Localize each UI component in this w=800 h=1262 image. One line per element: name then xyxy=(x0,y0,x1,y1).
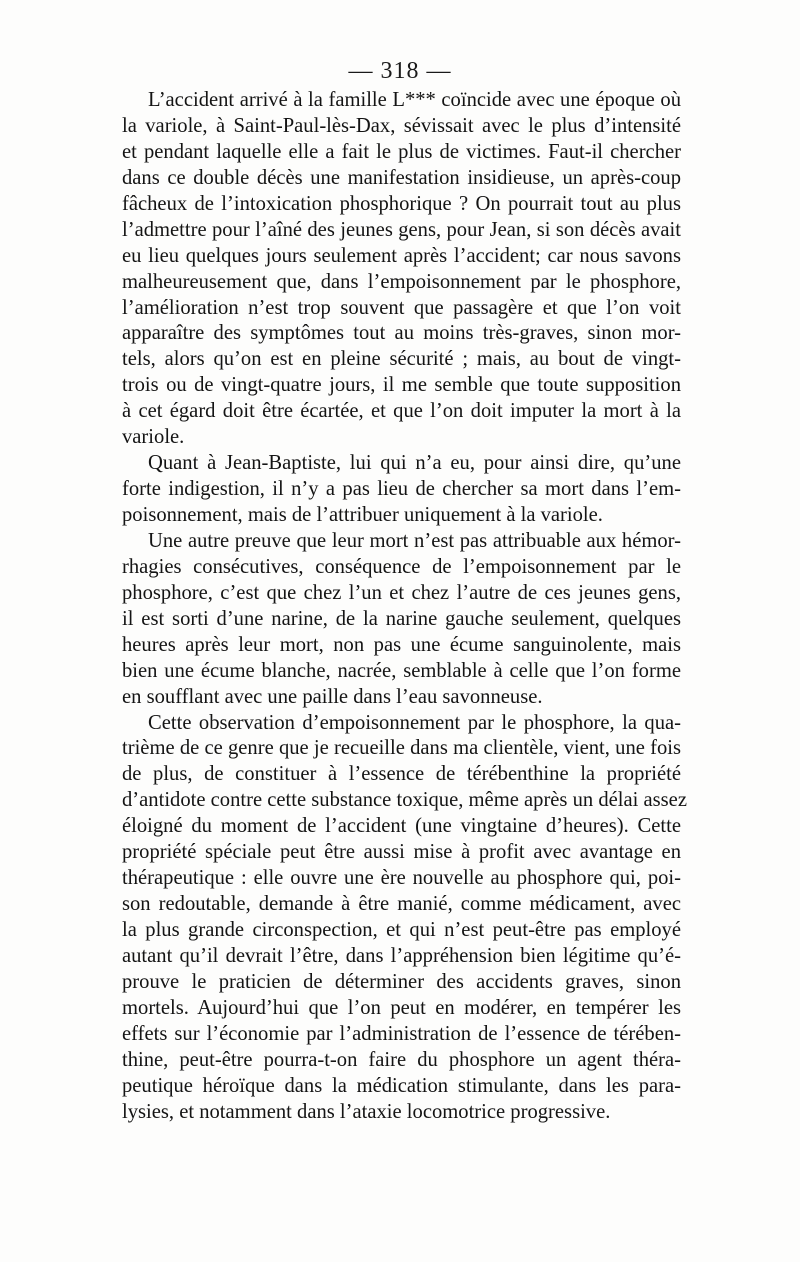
text-line: d’antidote contre cette substance toxique, même après un délai assez xyxy=(122,789,687,812)
text-line: la plus grande circonspection, et qui n’est peut-être pas employé xyxy=(122,919,681,941)
text-line: tels, alors qu’on est en pleine sécurité ; mais, au bout de vingt- xyxy=(122,348,681,371)
text-line: trois ou de vingt-quatre jours, il me semble que toute supposition xyxy=(122,374,681,397)
text-line: fâcheux de l’intoxication phosphorique ? On pourrait tout au plus xyxy=(122,192,681,215)
text-line: malheureusement que, dans l’empoisonnement par le phosphore, xyxy=(122,270,681,293)
text-line: thine, peut-être pourra-t-on faire du phosphore un agent théra- xyxy=(122,1048,681,1071)
text-line: à cet égard doit être écartée, et que l’on doit imputer la mort à la xyxy=(122,400,681,423)
text-line: thérapeutique : elle ouvre une ère nouvelle au phosphore qui, poi- xyxy=(122,867,681,890)
text-line: son redoutable, demande à être manié, comme médicament, avec xyxy=(122,893,681,916)
text-line: l’amélioration n’est trop souvent que passagère et que l’on voit xyxy=(122,296,681,319)
text-line: poisonnement, mais de l’attribuer uniquement à la variole. xyxy=(122,504,603,526)
text-line: apparaître des symptômes tout au moins très-graves, sinon mor- xyxy=(122,322,681,345)
text-line: prouve le praticien de déterminer des accidents graves, sinon xyxy=(122,970,681,993)
paragraph xyxy=(122,711,687,1126)
text-line: de plus, de constituer à l’essence de térébenthine la propriété xyxy=(122,763,681,786)
text-line: phosphore, c’est que chez l’un et chez l’autre de ces jeunes gens, xyxy=(122,581,681,604)
text-line: forte indigestion, il n’y a pas lieu de chercher sa mort dans l’em- xyxy=(122,478,681,501)
text-line: bien une écume blanche, nacrée, semblable à celle que l’on forme xyxy=(122,659,681,682)
text-line: l’admettre pour l’aîné des jeunes gens, pour Jean, si son décès avait xyxy=(122,218,681,241)
text-line: autant qu’il devrait l’être, dans l’appréhension bien légitime qu’é- xyxy=(122,944,681,967)
text-line: lysies, et notamment dans l’ataxie locomotrice progressive. xyxy=(122,1100,611,1123)
paragraph xyxy=(122,529,681,711)
text-line: propriété spéciale peut être aussi mise à profit avec avantage en xyxy=(122,841,681,864)
paragraph xyxy=(122,451,681,529)
text-line: Cette observation d’empoisonnement par le phosphore, la qua- xyxy=(148,711,681,734)
text-line: dans ce double décès une manifestation insidieuse, un après-coup xyxy=(122,166,681,189)
text-line: il est sorti d’une narine, de la narine gauche seulement, quelques xyxy=(122,607,681,630)
text-line: L’accident arrivé à la famille L*** coïncide avec une époque où xyxy=(148,89,681,111)
text-line: peutique héroïque dans la médication stimulante, dans les para- xyxy=(122,1074,681,1097)
text-line: Quant à Jean-Baptiste, lui qui n’a eu, pour ainsi dire, qu’une xyxy=(148,452,681,475)
text-line: eu lieu quelques jours seulement après l’accident; car nous savons xyxy=(122,244,681,267)
text-line: heures après leur mort, non pas une écume sanguinolente, mais xyxy=(122,633,681,656)
text-line: Une autre preuve que leur mort n’est pas attribuable aux hémor- xyxy=(148,529,681,552)
text-line: mortels. Aujourd’hui que l’on peut en modérer, en tempérer les xyxy=(122,996,681,1019)
text-line: en soufflant avec une paille dans l’eau savonneuse. xyxy=(122,685,543,708)
text-line: et pendant laquelle elle a fait le plus de victimes. Faut-il chercher xyxy=(122,140,681,163)
text-line: éloigné du moment de l’accident (une vingtaine d’heures). Cette xyxy=(122,815,681,838)
text-line: rhagies consécutives, conséquence de l’empoisonnement par le xyxy=(122,555,681,578)
text-line: la variole, à Saint-Paul-lès-Dax, sévissait avec le plus d’intensité xyxy=(122,114,681,137)
page-number: — 318 — xyxy=(348,58,452,84)
text-line: variole. xyxy=(122,426,185,449)
text-line: trième de ce genre que je recueille dans ma clientèle, vient, une fois xyxy=(122,737,681,760)
text-line: effets sur l’économie par l’administration de l’essence de térében- xyxy=(122,1022,681,1045)
page-body xyxy=(122,88,687,1126)
paragraph xyxy=(122,88,681,451)
